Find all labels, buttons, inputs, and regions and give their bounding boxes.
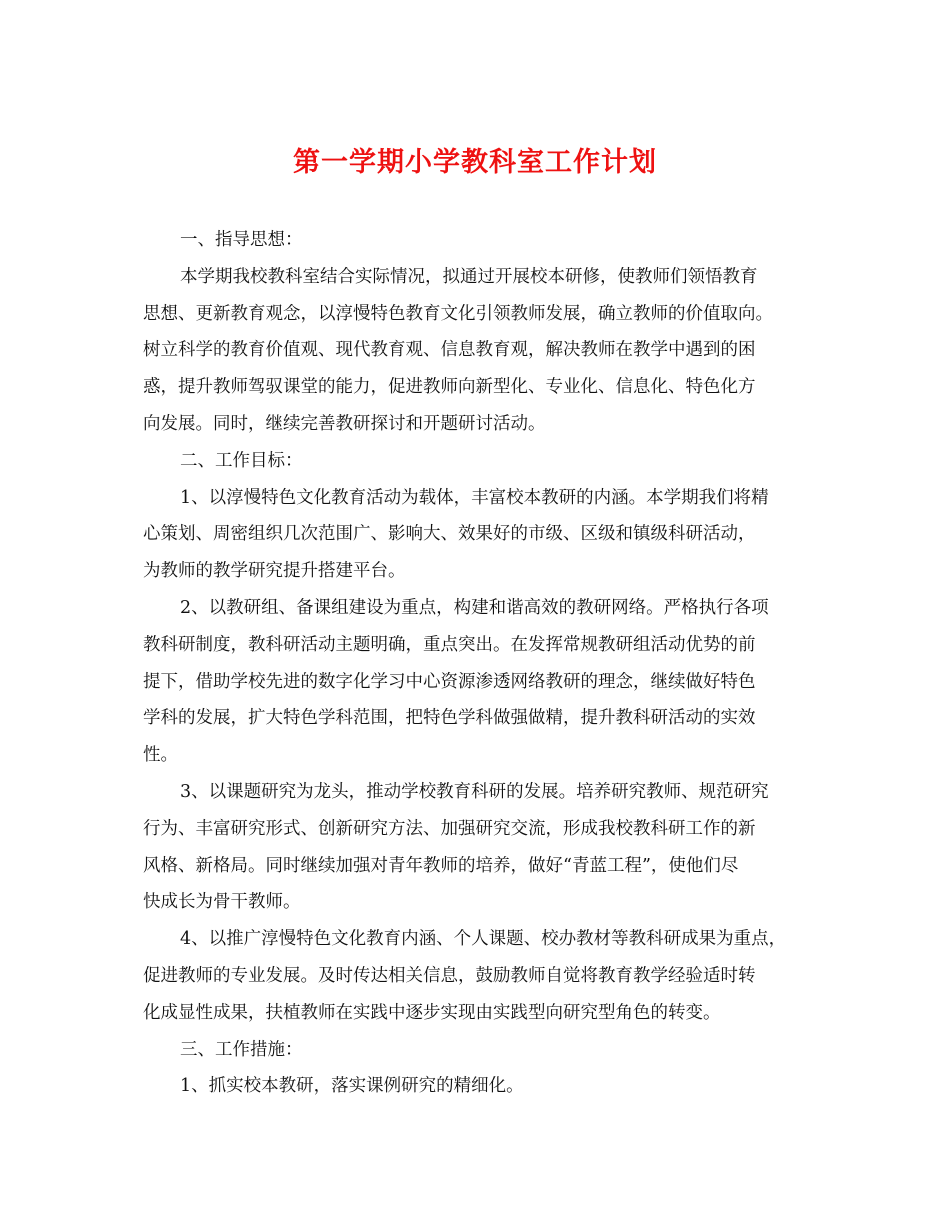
page-title: 第一学期小学教科室工作计划	[293, 147, 657, 178]
text-line: 2、以教研组、备课组建设为重点，构建和谐高效的教研网络。严格执行各项	[180, 597, 769, 618]
text-line: 风格、新格局。同时继续加强对青年教师的培养，做好“青蓝工程”，使他们尽	[143, 855, 739, 876]
text-line: 行为、丰富研究形式、创新研究方法、加强研究交流，形成我校教科研工作的新	[143, 818, 756, 839]
text-line: 1、抓实校本教研，落实课例研究的精细化。	[180, 1076, 524, 1097]
text-line: 本学期我校教科室结合实际情况，拟通过开展校本研修，使教师们领悟教育	[180, 266, 758, 287]
text-line: 思想、更新教育观念，以淳慢特色教育文化引领教师发展，确立教师的价值取向。	[143, 303, 773, 324]
text-line: 学科的发展，扩大特色学科范围，把特色学科做强做精，提升教科研活动的实效	[143, 708, 756, 729]
text-line: 向发展。同时，继续完善教研探讨和开题研讨活动。	[143, 413, 546, 434]
text-line: 二、工作目标：	[180, 450, 303, 471]
text-line: 性。	[143, 745, 178, 766]
text-line: 快成长为骨干教师。	[143, 892, 301, 913]
text-line: 惑，提升教师驾驭课堂的能力，促进教师向新型化、专业化、信息化、特色化方	[143, 377, 756, 398]
text-line: 心策划、周密组织几次范围广、影响大、效果好的市级、区级和镇级科研活动，	[143, 524, 756, 545]
text-line: 教科研制度，教科研活动主题明确，重点突出。在发挥常规教研组活动优势的前	[143, 634, 756, 655]
text-line: 促进教师的专业发展。及时传达相关信息，鼓励教师自觉将教育教学经验适时转	[143, 965, 756, 986]
text-line: 树立科学的教育价值观、现代教育观、信息教育观，解决教师在教学中遇到的困	[143, 340, 756, 361]
text-line: 4、以推广淳慢特色文化教育内涵、个人课题、校办教材等教科研成果为重点，	[180, 929, 787, 950]
text-line: 为教师的教学研究提升搭建平台。	[143, 561, 406, 582]
text-line: 3、以课题研究为龙头，推动学校教育科研的发展。培养研究教师、规范研究	[180, 781, 769, 802]
text-line: 化成显性成果，扶植教师在实践中逐步实现由实践型向研究型角色的转变。	[143, 1002, 721, 1023]
text-line: 提下，借助学校先进的数字化学习中心资源渗透网络教研的理念，继续做好特色	[143, 671, 756, 692]
document-body	[143, 222, 833, 1105]
text-line: 1、以淳慢特色文化教育活动为载体，丰富校本教研的内涵。本学期我们将精	[180, 487, 769, 508]
text-line: 三、工作措施：	[180, 1039, 303, 1060]
text-line: 一、指导思想：	[180, 230, 303, 250]
